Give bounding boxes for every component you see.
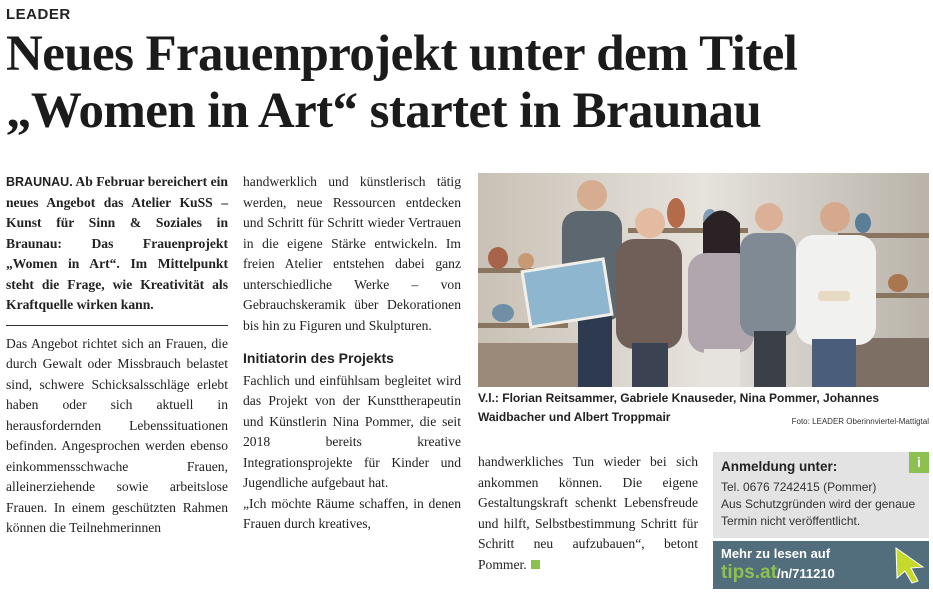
article-column-2 — [243, 172, 461, 535]
infobox-note: Aus Schutzgründen wird der genaue Termin nicht veröffentlicht. — [721, 497, 916, 528]
ceramic-dish — [818, 291, 850, 301]
section-label: LEADER — [6, 6, 71, 23]
article-column-3 — [478, 452, 698, 575]
cursor-arrow-icon — [893, 545, 927, 585]
article-photo — [478, 173, 929, 387]
body-paragraph-5 — [478, 452, 698, 575]
body-paragraph-5-text: handwerkliches Tun wieder bei sich ankommen können. Die eigene Gestaltungskraft schenkt Lebensfreude und hilft, Selbstbestimmung Schritt für Schritt neu aufzubauen“, betont Pommer. — [478, 454, 698, 572]
site-name: tips.at — [721, 562, 777, 583]
photo-credit: Foto: LEADER Oberinnviertel-Mattigtal — [791, 417, 929, 426]
read-more-title: Mehr zu lesen auf — [721, 546, 831, 561]
subheading: Initiatorin des Projekts — [243, 350, 394, 366]
article-lead — [6, 172, 228, 316]
info-icon: i — [909, 452, 929, 473]
group-photo-image — [478, 173, 929, 387]
infobox-phone: Tel. 0676 7242415 (Pommer) — [721, 480, 877, 494]
article-column-1 — [6, 172, 228, 539]
infobox-text — [721, 479, 921, 530]
photo-caption: V.l.: Florian Reitsammer, Gabriele Knauseder, Nina Pommer, Johannes Waidbacher und Albert Troppmair — [478, 391, 880, 424]
body-paragraph-3: Fachlich und einfühlsam begleitet wird das Projekt von der Kunsttherapeutin und Künstlerin Nina Pommer, die seit 2018 bereits kreative Integrationsprojekte für Kinder und Jugendliche aufgebaut hat. — [243, 372, 461, 490]
read-more-link[interactable] — [721, 562, 835, 584]
headline-line-1: Neues Frauenprojekt unter dem Titel — [6, 26, 798, 82]
registration-infobox — [713, 452, 929, 538]
painting — [522, 259, 612, 327]
article-path: /n/711210 — [776, 566, 835, 581]
end-mark — [531, 560, 540, 569]
lead-text: Ab Februar bereichert ein neues Angebot das Atelier KuSS – Kunst für Sinn & Soziales in Braunau: Das Frauenprojekt „Women in Art“. Im Mittelpunkt steht die Frage, wie Kreativität als Kraftquelle wirken kann. — [6, 174, 228, 312]
headline — [6, 26, 931, 140]
read-more-box[interactable] — [713, 541, 929, 589]
body-paragraph-2: handwerklich und künstlerisch tätig werden, neue Ressourcen entdecken und Schritt für Schritt wieder Vertrauen in die eigene Stärke entwickeln. Im freien Atelier entstehen dabei ganz unterschiedliche Werke – von Gebrauchskeramik über Dekorationen bis hin zu Figuren und Skulpturen. — [243, 174, 461, 333]
infobox-title: Anmeldung unter: — [721, 459, 838, 474]
lead-divider — [6, 325, 228, 326]
body-paragraph-1: Das Angebot richtet sich an Frauen, die durch Gewalt oder Missbrauch belastet sind, schwere Schicksalsschläge erlebt haben oder sich aktuell in herausfordernden Lebenssituationen befinden. Angesprochen werden ebenso einkommensschwache Frauen, alleinerziehende sowie arbeitslose Frauen. In einem geschützten Rahmen können die Teilnehmerinnen — [6, 335, 228, 535]
body-paragraph-4: „Ich möchte Räume schaffen, in denen Frauen durch kreatives, — [243, 495, 461, 531]
dateline: BRAUNAU. — [6, 175, 73, 189]
headline-line-2: „Women in Art“ startet in Braunau — [6, 83, 762, 139]
